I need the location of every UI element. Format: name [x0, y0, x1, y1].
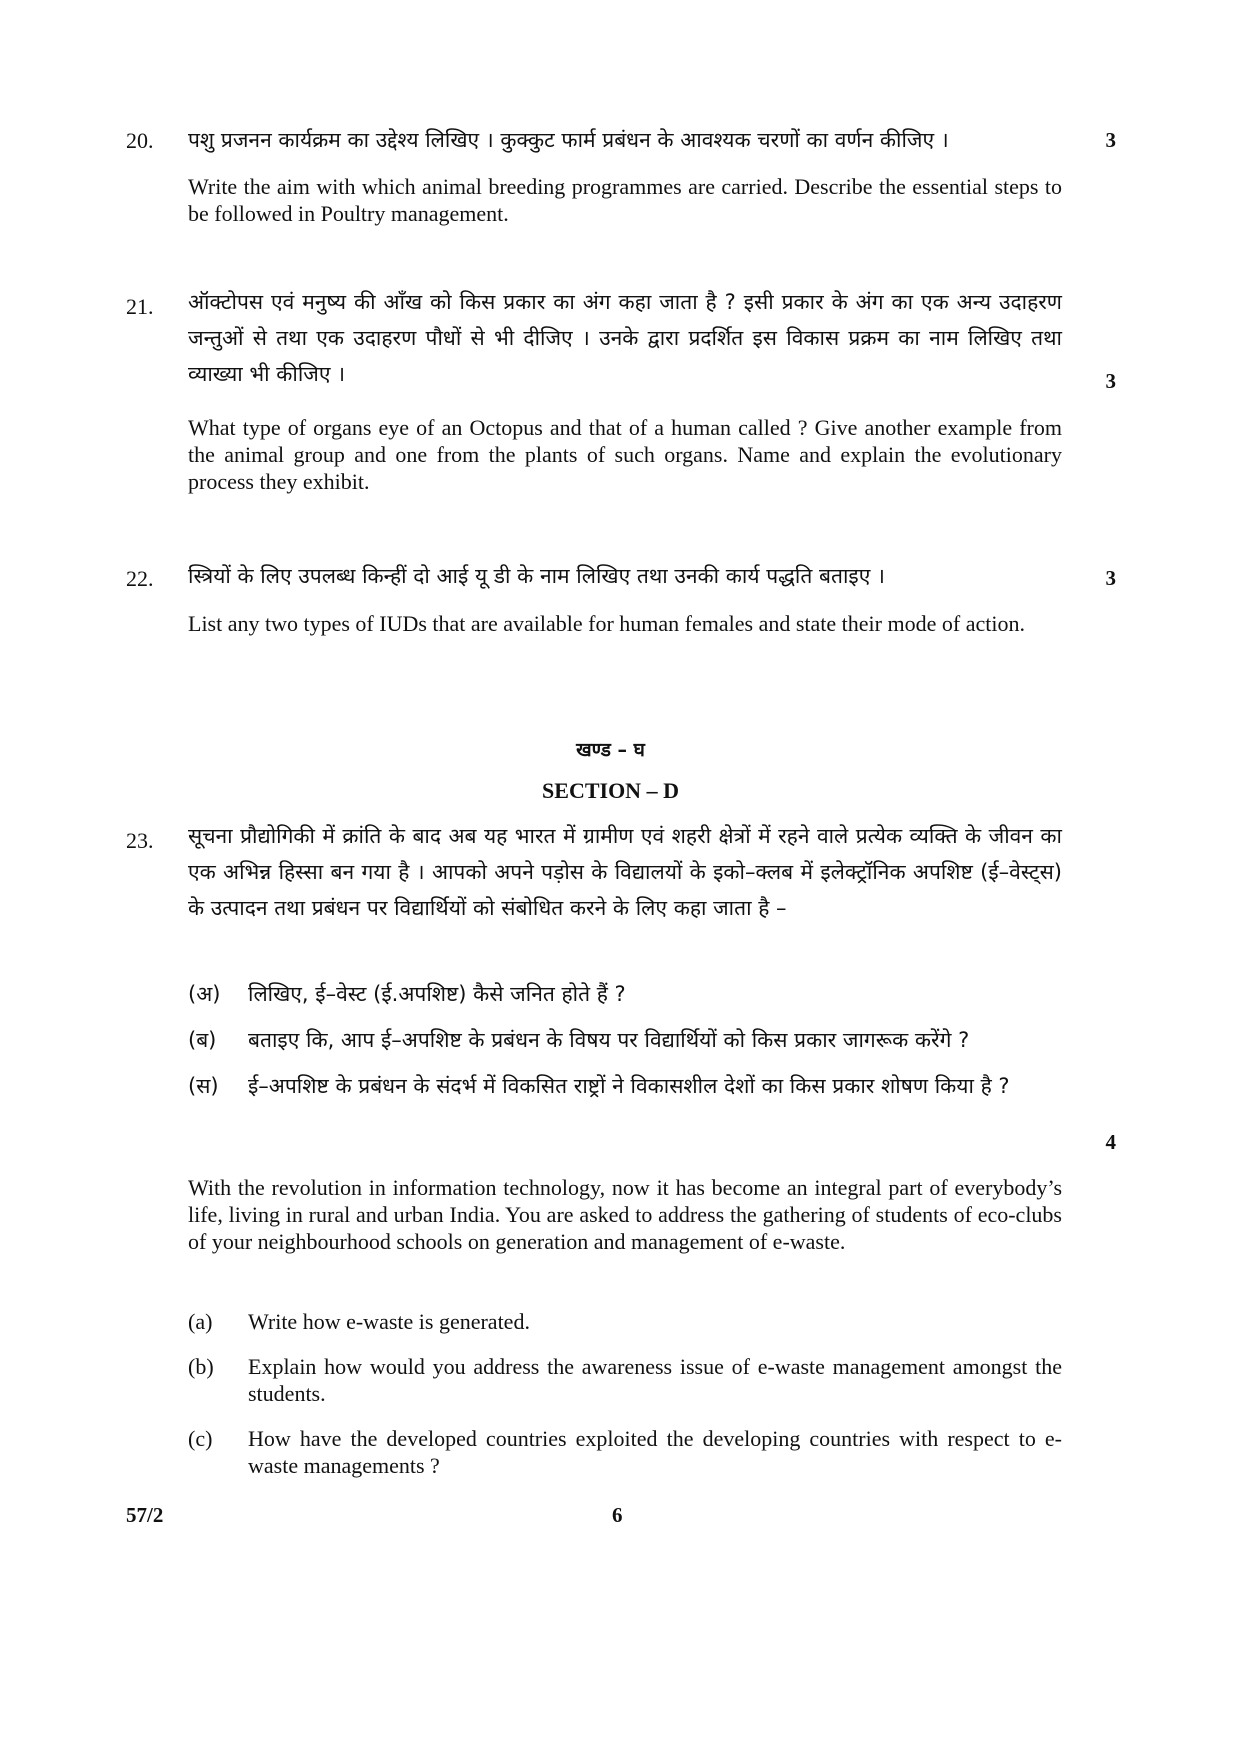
question-hindi-text: स्त्रियों के लिए उपलब्ध किन्हीं दो आई यू डी के नाम लिखिए तथा उनकी कार्य पद्धति बताइए । [188, 564, 885, 588]
subpart-text: बताइए कि, आप ई–अपशिष्ट के प्रबंधन के विषय पर विद्यार्थियों को किस प्रकार जागरूक करेंगे ? [248, 1028, 970, 1052]
question-22 [126, 566, 1116, 676]
question-english-text: List any two types of IUDs that are available for human females and state their mode of action. [188, 611, 1025, 636]
subpart-text: ई–अपशिष्ट के प्रबंधन के संदर्भ में विकसित राष्ट्रों ने विकासशील देशों का किस प्रकार शोषण किया है ? [248, 1074, 1010, 1098]
question-hindi-text: सूचना प्रौद्योगिकी में क्रांति के बाद अब यह भारत में ग्रामीण एवं शहरी क्षेत्रों में रहने वाले प्रत्येक व्यक्ति के जीवन का एक अभिन्न हिस्सा बन गया है । आपको अपने पड़ोस के विद्यालयों के इको–क्लब में इलेक्ट्रॉनिक अपशिष्ट (ई–वेस्ट्स) के उत्पादन तथा प्रबंधन पर विद्यार्थियों को संबोधित करने के लिए कहा जाता है – [188, 824, 1062, 920]
question-english-text: With the revolution in information technology, now it has become an integral part of everybody’s life, living in rural and urban India. You are asked to address the gathering of students of eco-clubs of your neighbourhood schools on generation and management of e-waste. [188, 1175, 1062, 1254]
question-23 [126, 824, 1116, 1488]
section-heading-hindi: खण्ड – घ [576, 739, 645, 761]
question-number: 23. [126, 828, 154, 853]
subpart-text: Explain how would you address the awareness issue of e-waste management amongst the students. [248, 1354, 1062, 1406]
page-number: 6 [612, 1503, 623, 1527]
question-marks: 3 [1105, 566, 1116, 590]
subpart-text: How have the developed countries exploited the developing countries with respect to e-waste managements ? [248, 1426, 1062, 1478]
question-hindi-text: पशु प्रजनन कार्यक्रम का उद्देश्य लिखिए । कुक्कुट फार्म प्रबंधन के आवश्यक चरणों का वर्णन कीजिए । [188, 128, 949, 152]
subpart-label: (b) [188, 1354, 214, 1379]
question-20 [126, 128, 1116, 238]
question-marks: 3 [1105, 128, 1116, 152]
subpart-label: (a) [188, 1309, 213, 1334]
subpart-label: (ब) [188, 1028, 217, 1052]
question-number: 22. [126, 566, 154, 591]
section-heading-english: SECTION – D [542, 778, 679, 803]
subpart-label: (अ) [188, 982, 221, 1006]
question-english-text: What type of organs eye of an Octopus and that of a human called ? Give another example from the animal group and one from the plants of such organs. Name and explain the evolutionary process they exhibit. [188, 415, 1062, 494]
question-english-text: Write the aim with which animal breeding programmes are carried. Describe the essential steps to be followed in Poultry management. [188, 174, 1062, 226]
question-number: 20. [126, 128, 154, 153]
subpart-text: लिखिए, ई–वेस्ट (ई.अपशिष्ट) कैसे जनित होते हैं ? [248, 982, 626, 1006]
question-21 [126, 290, 1116, 514]
question-marks: 3 [1105, 369, 1116, 393]
subpart-label: (स) [188, 1074, 219, 1098]
question-number: 21. [126, 294, 154, 319]
subpart-label: (c) [188, 1426, 213, 1451]
subpart-text: Write how e-waste is generated. [248, 1309, 530, 1334]
question-marks: 4 [1105, 1130, 1116, 1154]
paper-code: 57/2 [126, 1503, 164, 1527]
question-hindi-text: ऑक्टोपस एवं मनुष्य की आँख को किस प्रकार का अंग कहा जाता है ? इसी प्रकार के अंग का एक अन्य उदाहरण जन्तुओं से तथा एक उदाहरण पौधों से भी दीजिए । उनके द्वारा प्रदर्शित इस विकास प्रक्रम का नाम लिखिए तथा व्याख्या भी कीजिए । [188, 290, 1062, 386]
